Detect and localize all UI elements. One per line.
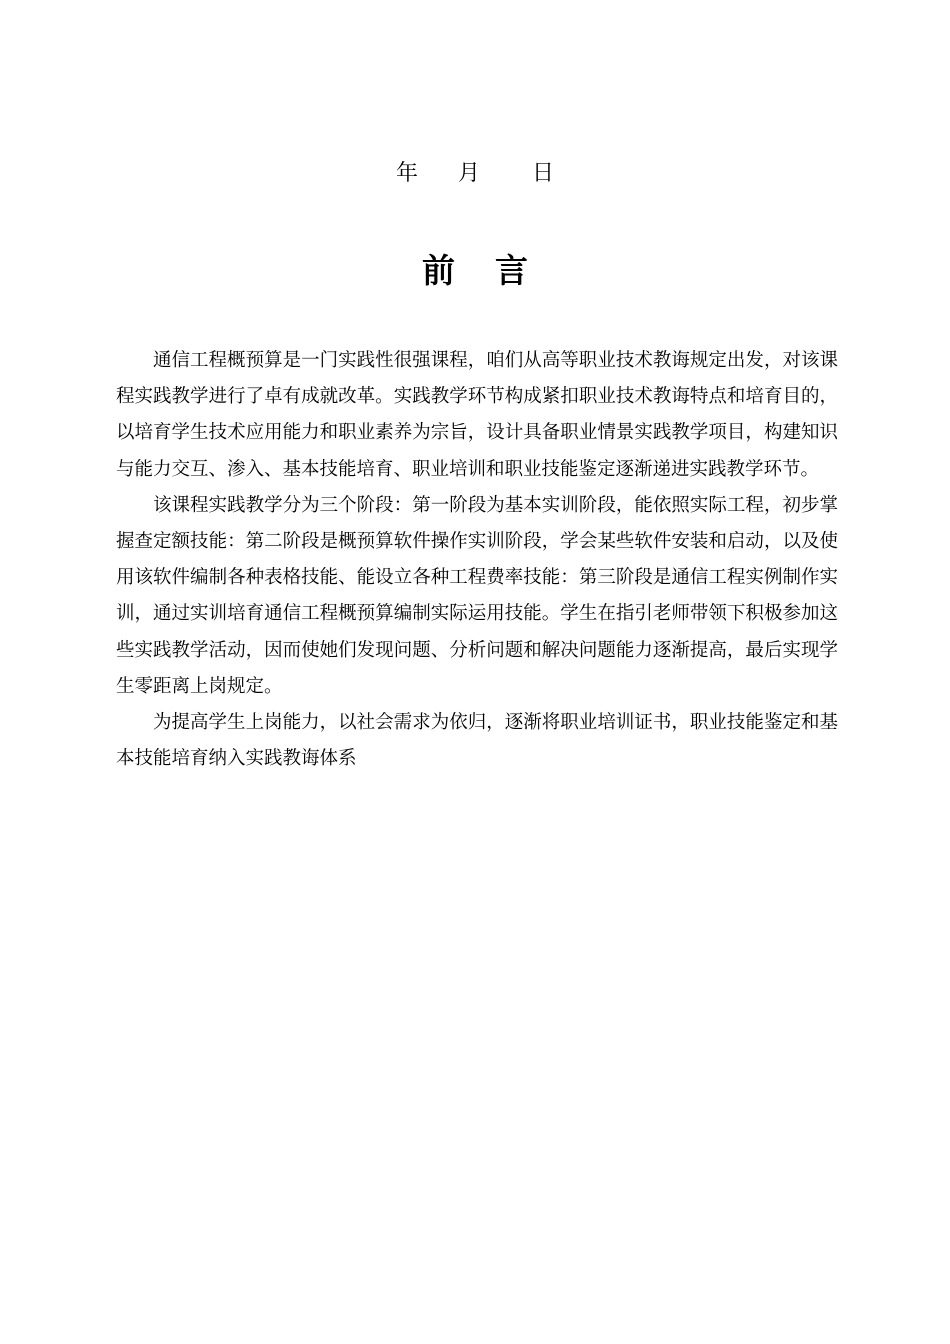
paragraph: 为提高学生上岗能力，以社会需求为依归，逐渐将职业培训证书，职业技能鉴定和基本技能培育纳入实践教诲体系 (116, 712, 838, 770)
date-month: 月 (457, 161, 480, 186)
date-day: 日 (532, 161, 555, 186)
date-year: 年 (395, 161, 418, 186)
paragraph: 该课程实践教学分为三个阶段：第一阶段为基本实训阶段，能依照实际工程，初步掌握查定额技能：第二阶段是概预算软件操作实训阶段，学会某些软件安装和启动，以及使用该软件编制各种表格技能、能设立各种工程费率技能：第三阶段是通信工程实例制作实训，通过实训培育通信工程概预算编制实际运用技能。学生在指引老师带领下积极参加这些实践教学活动，因而使她们发现问题、分析问题和解决问题能力逐渐提高，最后实现学生零距离上岗规定。 (116, 494, 838, 697)
body-text (116, 343, 838, 777)
page-title: 前言 (422, 251, 568, 290)
date-line (0, 157, 950, 191)
paragraph: 通信工程概预算是一门实践性很强课程，咱们从高等职业技术教诲规定出发，对该课程实践教学进行了卓有成就改革。实践教学环节构成紧扣职业技术教诲特点和培育目的，以培育学生技术应用能力和职业素养为宗旨，设计具备职业情景实践教学项目，构建知识与能力交互、渗入、基本技能培育、职业培训和职业技能鉴定逐渐递进实践教学环节。 (116, 350, 838, 480)
